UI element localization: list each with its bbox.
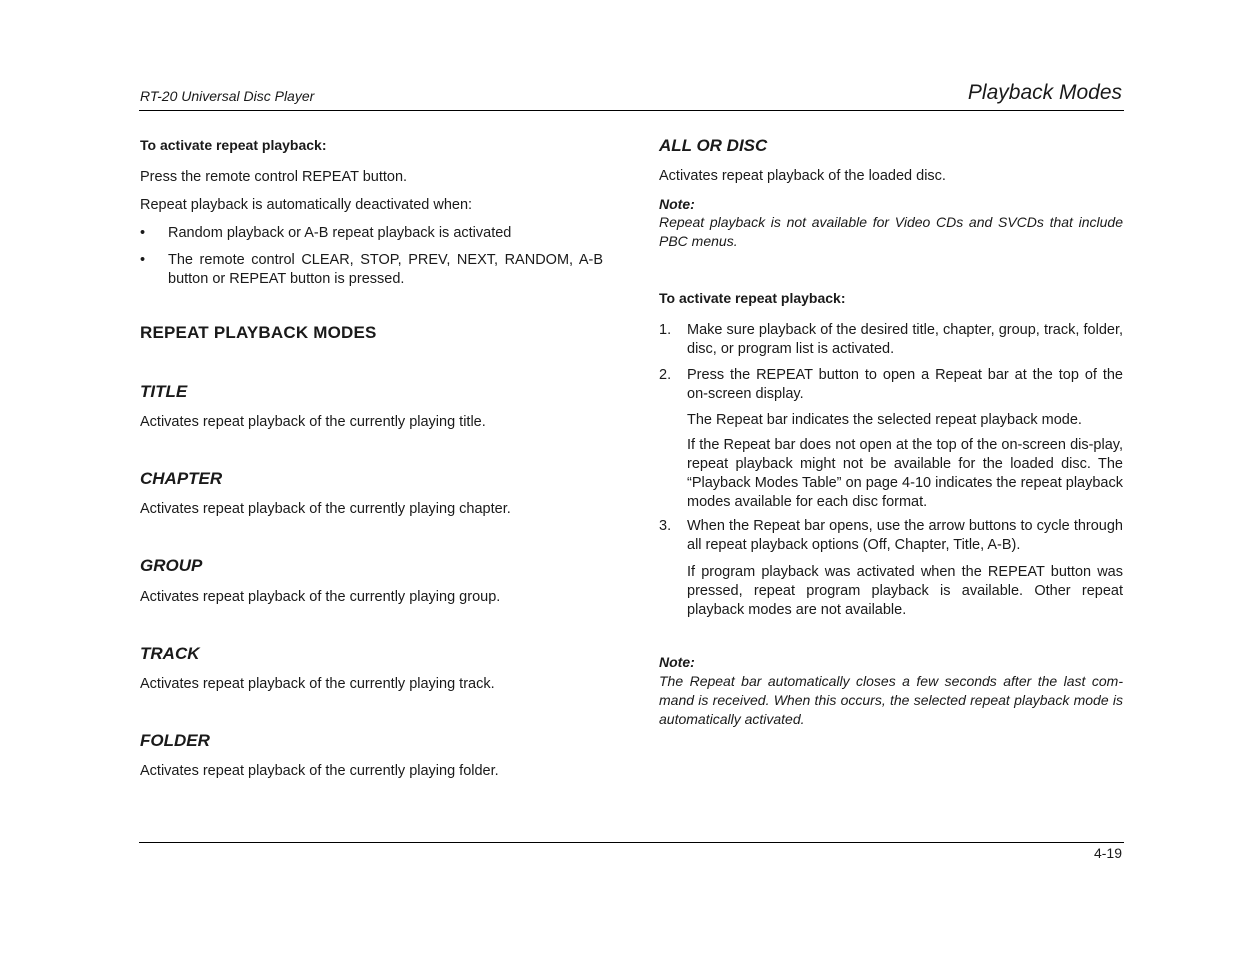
step-number: 3.: [659, 518, 672, 534]
bullet-text: The remote control CLEAR, STOP, PREV, NEXT, RANDOM, A-B button or REPEAT button is pressed.: [168, 252, 603, 287]
activate-heading-left: To activate repeat playback:: [140, 137, 327, 153]
header-doc-title: RT-20 Universal Disc Player: [140, 88, 315, 104]
step-text: Press the REPEAT button to open a Repeat bar at the top of the on-screen display.: [687, 367, 1123, 402]
mode-heading: GROUP: [140, 556, 203, 575]
note-label: Note:: [659, 654, 695, 670]
step-item: [659, 517, 1123, 557]
step-number: 1.: [659, 322, 672, 338]
mode-heading: CHAPTER: [140, 469, 223, 488]
note-label: Note:: [659, 196, 695, 212]
header-section-title: Playback Modes: [967, 81, 1122, 104]
mode-description: Activates repeat playback of the currently playing folder.: [140, 763, 499, 779]
activate-heading-right: To activate repeat playback:: [659, 290, 846, 306]
mode-description: Activates repeat playback of the loaded disc.: [659, 168, 946, 184]
step-paragraph: If program playback was activated when the REPEAT button was pressed, repeat program playback is available. Other repeat playback modes are not available.: [687, 564, 1123, 618]
bullet-item: [140, 251, 603, 291]
step-number: 2.: [659, 367, 672, 383]
step-item: [659, 321, 1123, 361]
step-paragraph: If the Repeat bar does not open at the top of the on-screen dis-play, repeat playback might not be available for the loaded disc. The “Playback Modes Table” on page 4-10 indicates the repeat playback modes available for each disc format.: [687, 437, 1123, 510]
footer-rule: [139, 842, 1124, 843]
mode-heading: FOLDER: [140, 731, 210, 750]
bullet-item: [140, 224, 603, 244]
note-text: Repeat playback is not available for Video CDs and SVCDs that include PBC menus.: [659, 214, 1123, 249]
step-text: Make sure playback of the desired title, chapter, group, track, folder, disc, or program list is activated.: [687, 322, 1123, 357]
header-rule: [139, 110, 1124, 111]
step-text: When the Repeat bar opens, use the arrow buttons to cycle through all repeat playback options (Off, Chapter, Title, A-B).: [687, 518, 1123, 553]
press-text: Press the remote control REPEAT button.: [140, 169, 408, 185]
mode-description: Activates repeat playback of the currently playing title.: [140, 414, 486, 430]
bullet-text: Random playback or A-B repeat playback is activated: [168, 225, 512, 241]
page-number: 4-19: [1093, 845, 1122, 861]
deactivated-intro: Repeat playback is automatically deactivated when:: [140, 197, 473, 213]
mode-description: Activates repeat playback of the currently playing track.: [140, 676, 495, 692]
mode-heading: ALL OR DISC: [659, 136, 768, 155]
mode-description: Activates repeat playback of the currently playing chapter.: [140, 501, 511, 517]
mode-heading: TITLE: [140, 382, 188, 401]
bullet-glyph: •: [140, 225, 146, 241]
mode-heading: TRACK: [140, 644, 200, 663]
step-paragraph: The Repeat bar indicates the selected repeat playback mode.: [687, 412, 1082, 428]
note-text: The Repeat bar automatically closes a few seconds after the last com-mand is received. When this occurs, the selected repeat playback mode is automatically activated.: [659, 673, 1123, 727]
step-item: [659, 366, 1123, 406]
mode-description: Activates repeat playback of the currently playing group.: [140, 589, 501, 605]
section-heading: REPEAT PLAYBACK MODES: [140, 323, 377, 342]
bullet-glyph: •: [140, 252, 146, 268]
